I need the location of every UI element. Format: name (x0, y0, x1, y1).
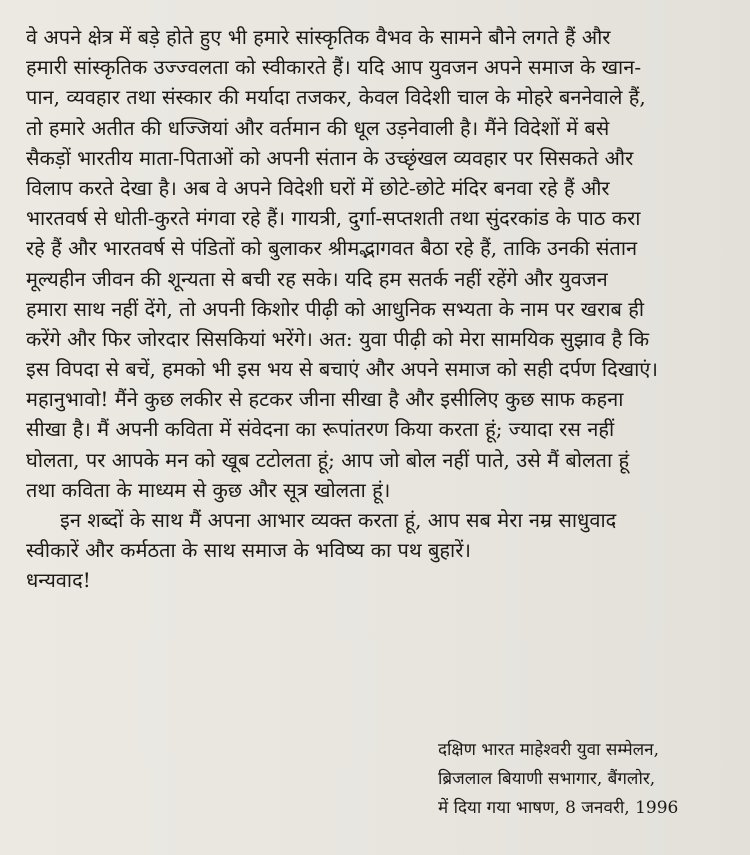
attribution-line: ब्रिजलाल बियाणी सभागार, बैंगलोर, (438, 769, 656, 789)
text-line: हमारी सांस्कृतिक उज्ज्वलता को स्वीकारते हैं। यदि आप युवजन अपने समाज के खान- (26, 55, 642, 80)
attribution-line: दक्षिण भारत माहेश्वरी युवा सम्मेलन, (438, 740, 659, 760)
text-line: रहे हैं और भारतवर्ष से पंडितों को बुलाकर श्रीमद्भागवत बैठा रहे हैं, ताकि उनकी संतान (26, 236, 638, 261)
text-line: पान, व्यवहार तथा संस्कार की मर्यादा तजकर, केवल विदेशी चाल के मोहरे बननेवाले हैं, (26, 85, 646, 110)
text-line: मूल्यहीन जीवन की शून्यता से बची रह सके। यदि हम सतर्क नहीं रहेंगे और युवजन (26, 266, 608, 291)
text-line: हमारा साथ नहीं देंगे, तो अपनी किशोर पीढ़ी को आधुनिक सभ्यता के नाम पर खराब ही (26, 296, 645, 321)
text-line: वे अपने क्षेत्र में बड़े होते हुए भी हमारे सांस्कृतिक वैभव के सामने बौने लगते हैं और (26, 25, 611, 49)
thanks-text: धन्यवाद! (26, 568, 91, 593)
main-paragraph (26, 22, 738, 505)
text-line: सैकड़ों भारतीय माता-पिताओं को अपनी संतान के उच्छृंखल व्यवहार पर सिसकते और (26, 145, 634, 170)
body-text (26, 22, 738, 596)
text-line: सीखा है। मैं अपनी कविता में संवेदना का रूपांतरण किया करता हूं; ज्यादा रस नहीं (26, 417, 615, 442)
closing-paragraph (26, 505, 738, 565)
text-line: महानुभावो! मैंने कुछ लकीर से हटकर जीना सीखा है और इसीलिए कुछ साफ कहना (26, 387, 624, 412)
text-line: स्वीकारें और कर्मठता के साथ समाज के भविष्य का पथ बुहारें। (26, 538, 471, 563)
text-line: तो हमारे अतीत की धज्जियां और वर्तमान की धूल उड़नेवाली है। मैंने विदेशों में बसे (26, 115, 610, 140)
attribution-line: में दिया गया भाषण, 8 जनवरी, 1996 (438, 798, 679, 818)
text-line: विलाप करते देखा है। अब वे अपने विदेशी घरों में छोटे-छोटे मंदिर बनवा रहे हैं और (26, 175, 610, 200)
speech-attribution (438, 736, 728, 823)
text-line: भारतवर्ष से धोती-कुरते मंगवा रहे हैं। गायत्री, दुर्गा-सप्तशती तथा सुंदरकांड के पाठ करा (26, 206, 641, 231)
text-line: घोलता, पर आपके मन को खूब टटोलता हूं; आप जो बोल नहीं पाते, उसे मैं बोलता हूं (26, 447, 630, 472)
text-line: इस विपदा से बचें, हमको भी इस भय से बचाएं और अपने समाज को सही दर्पण दिखाएं। (26, 357, 658, 382)
text-line: इन शब्दों के साथ मैं अपना आभार व्यक्त करता हूं, आप सब मेरा नम्र साधुवाद (60, 508, 617, 532)
text-line: तथा कविता के माध्यम से कुछ और सूत्र खोलता हूं। (26, 477, 391, 502)
text-line: करेंगे और फिर जोरदार सिसकियां भरेंगे। अत: युवा पीढ़ी को मेरा सामयिक सुझाव है कि (26, 326, 650, 351)
